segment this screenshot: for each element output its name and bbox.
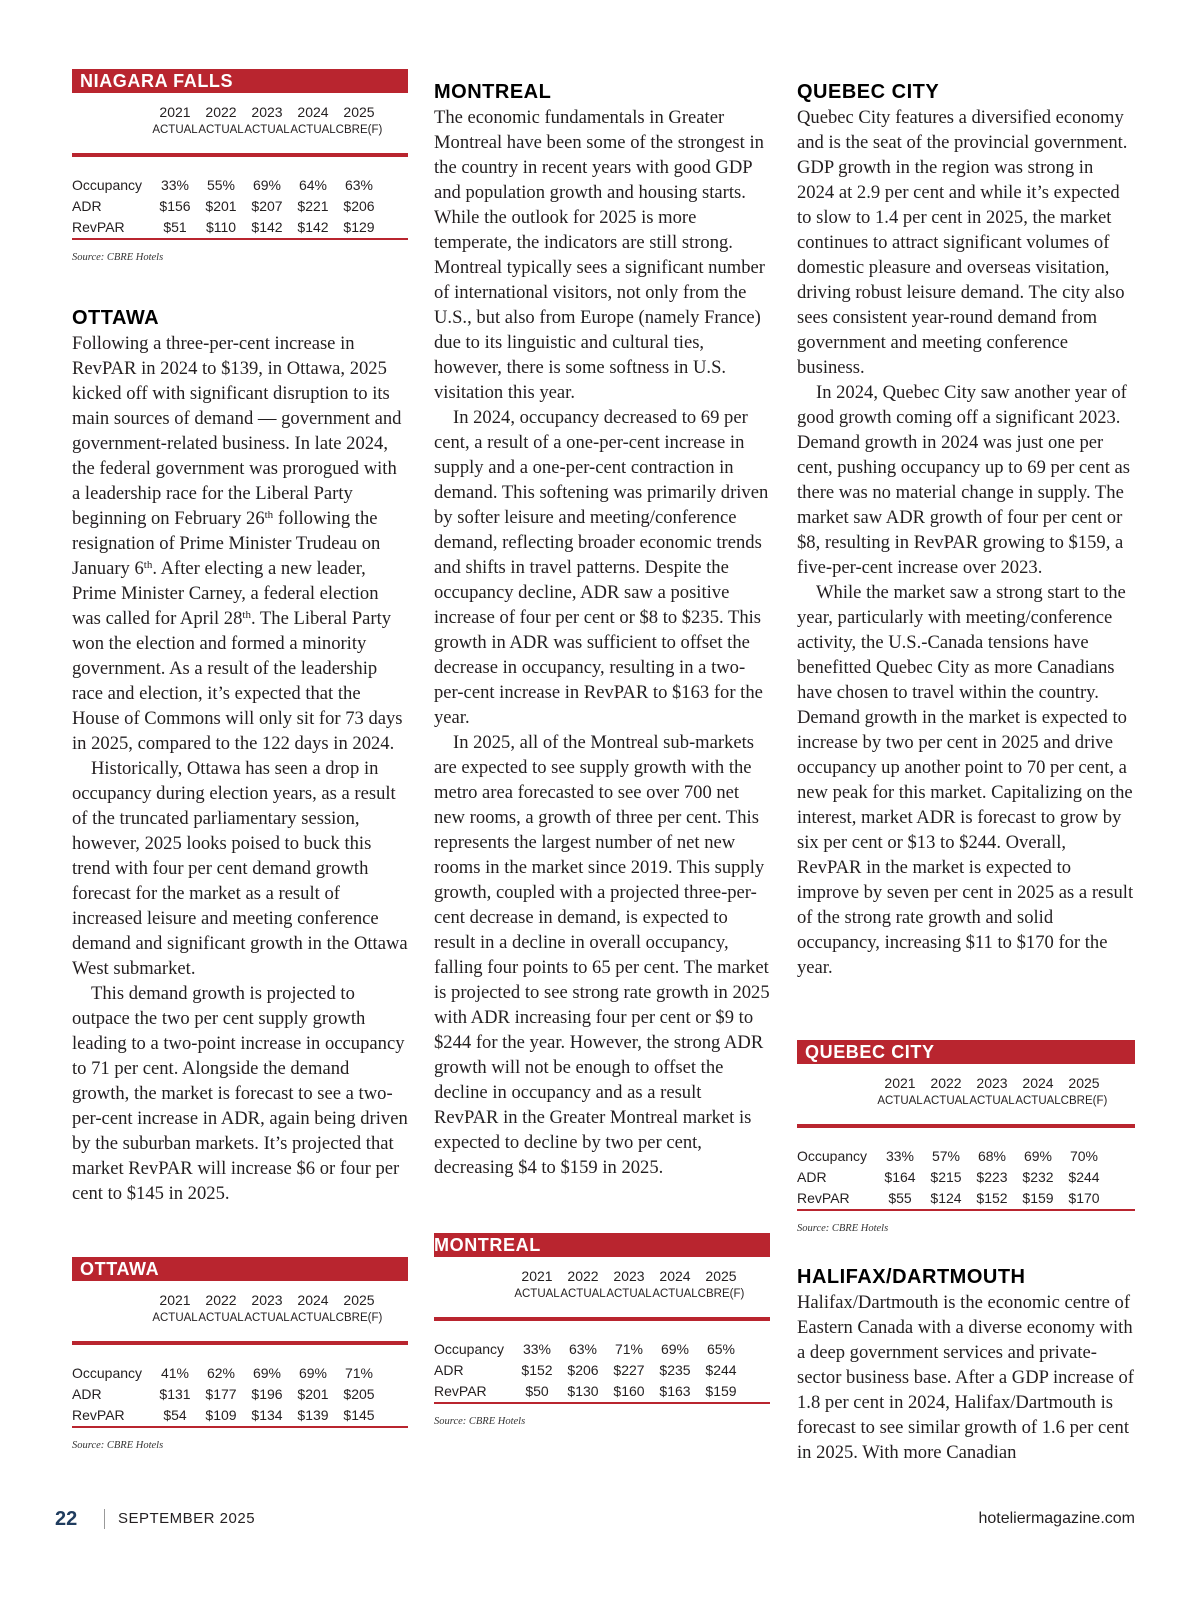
- issue-date: SEPTEMBER 2025: [118, 1510, 256, 1527]
- column-header: 2021 ACTUAL: [152, 1292, 198, 1324]
- page-footer: [55, 1505, 1135, 1535]
- column-header: 2023 ACTUAL: [244, 104, 290, 136]
- montreal-table: [434, 1233, 770, 1427]
- table-column-headers: [72, 1281, 408, 1341]
- column-header: 2024 ACTUAL: [290, 1292, 336, 1324]
- table-row: RevPAR $55 $124 $152 $159 $170: [797, 1190, 1100, 1206]
- table-source: Source: CBRE Hotels: [72, 252, 164, 263]
- table-row: ADR $152 $206 $227 $235 $244: [434, 1362, 737, 1378]
- table-column-headers: [797, 1064, 1135, 1124]
- paragraph: In 2025, all of the Montreal sub-markets are expected to see supply growth with the metro area forecasted to see over 700 net new rooms, a growth of three per cent. This represents the largest number of net new rooms in the market since 2019. This supply growth, coupled with a projected three-per-cent decrease in demand, is expected to result in a decline in overall occupancy, falling four points to 65 per cent. The market is projected to see strong rate growth in 2025 with ADR increasing four per cent or $9 to $244 for the year. However, the strong ADR growth will not be enough to offset the decline in occupancy and as a result RevPAR in the Greater Montreal market is expected to decline by two per cent, decreasing $4 to $159 in 2025.: [434, 732, 770, 1178]
- table-title: OTTAWA: [72, 1257, 408, 1281]
- table-row: ADR $131 $177 $196 $201 $205: [72, 1386, 375, 1402]
- column-header: 2023 ACTUAL: [244, 1292, 290, 1324]
- table-source: Source: CBRE Hotels: [72, 1440, 164, 1451]
- paragraph: Following a three-per-cent increase in RevPAR in 2024 to $139, in Ottawa, 2025 kicked off with significant disruption to its main sources of demand — government and government-related business. In late 2024, the federal government was prorogued with a leadership race for the Liberal Party beginning on February 26th following the resignation of Prime Minister Trudeau on January 6th. After electing a new leader, Prime Minister Carney, a federal election was called for April 28th. The Liberal Party won the election and formed a minority government. As a result of the leadership race and election, it’s expected that the House of Commons will only sit for 73 days in 2025, compared to the 122 days in 2024.: [72, 333, 403, 754]
- column-header: 2022 ACTUAL: [923, 1075, 969, 1107]
- paragraph: This demand growth is projected to outpace the two per cent supply growth leading to a two-point increase in occupancy to 71 per cent. Alongside the demand growth, the market is forecast to see a two-per-cent increase in ADR, again being driven by the suburban markets. It’s projected that market RevPAR will increase $6 or four per cent to $145 in 2025.: [72, 983, 408, 1204]
- table-body: [72, 157, 408, 257]
- table-body: [797, 1128, 1135, 1228]
- column-header: 2024 ACTUAL: [652, 1268, 698, 1300]
- paragraph: Quebec City features a diversified economy and is the seat of the provincial government. GDP growth in the region was strong in 2024 at 2.9 per cent and while it’s expected to slow to 1.4 per cent in 2025, the market continues to attract significant volumes of domestic pleasure and overseas visitation, driving robust leisure demand. The city also sees consistent year-round demand from government and meeting conference business.: [797, 107, 1128, 378]
- table-row: RevPAR $50 $130 $160 $163 $159: [434, 1383, 737, 1399]
- column-header: 2021 ACTUAL: [877, 1075, 923, 1107]
- column-header: 2022 ACTUAL: [198, 1292, 244, 1324]
- table-title: QUEBEC CITY: [797, 1040, 1135, 1064]
- column-header: 2022 ACTUAL: [198, 104, 244, 136]
- table-body: [72, 1345, 408, 1445]
- table-row: RevPAR $51 $110 $142 $142 $129: [72, 219, 375, 235]
- column-header: 2025 CBRE(F): [1060, 1075, 1108, 1107]
- column-header: 2025 CBRE(F): [335, 1292, 383, 1324]
- page-number: 22: [55, 1508, 78, 1530]
- niagara-falls-table: [72, 69, 408, 263]
- paragraph: While the market saw a strong start to the year, particularly with meeting/conference activity, the U.S.-Canada tensions have benefitted Quebec City as more Canadians have chosen to travel within the country. Demand growth in the market is expected to increase by two per cent in 2025 and drive occupancy up another point to 70 per cent, a new peak for this market. Capitalizing on the interest, market ADR is forecast to grow by six per cent or $13 to $244. Overall, RevPAR in the market is expected to improve by seven per cent in 2025 as a result of the strong rate growth and solid occupancy, increasing $11 to $170 for the year.: [797, 582, 1134, 978]
- table-body: [434, 1321, 770, 1421]
- paragraph: In 2024, Quebec City saw another year of good growth coming off a significant 2023. Demand growth in 2024 was just one per cent, pushing occupancy up to 69 per cent as there was no material change in supply. The market saw ADR growth of four per cent or $8, resulting in RevPAR growing to $159, a five-per-cent increase over 2023.: [797, 382, 1131, 578]
- table-row: RevPAR $54 $109 $134 $139 $145: [72, 1407, 375, 1423]
- paragraph: The economic fundamentals in Greater Montreal have been some of the strongest in the country in recent years with good GDP and population growth and housing starts. While the outlook for 2025 is more temperate, the indicators are still strong. Montreal typically sees a significant number of international visitors, not only from the U.S., but also from Europe (namely France) due to its linguistic and cultural ties, however, there is some softness in U.S. visitation this year.: [434, 107, 765, 403]
- section-heading-montreal: MONTREAL: [434, 81, 552, 103]
- column-header: 2025 CBRE(F): [697, 1268, 745, 1300]
- quebec-city-article-text: [797, 105, 1135, 980]
- column-header: 2024 ACTUAL: [1015, 1075, 1061, 1107]
- table-row: ADR $164 $215 $223 $232 $244: [797, 1169, 1100, 1185]
- montreal-article-text: [434, 105, 770, 1180]
- halifax-article-text: [797, 1290, 1135, 1465]
- column-header: 2023 ACTUAL: [969, 1075, 1015, 1107]
- column-header: 2022 ACTUAL: [560, 1268, 606, 1300]
- ottawa-table: [72, 1257, 408, 1451]
- table-row: Occupancy 33% 63% 71% 69% 65%: [434, 1341, 736, 1357]
- website-link[interactable]: hoteliermagazine.com: [978, 1510, 1135, 1527]
- table-column-headers: [434, 1257, 770, 1317]
- table-column-headers: [72, 93, 408, 153]
- section-heading-quebec-city: QUEBEC CITY: [797, 81, 940, 103]
- table-row: Occupancy 41% 62% 69% 69% 71%: [72, 1365, 374, 1381]
- column-header: 2024 ACTUAL: [290, 104, 336, 136]
- column-header: 2023 ACTUAL: [606, 1268, 652, 1300]
- section-heading-halifax-dartmouth: HALIFAX/DARTMOUTH: [797, 1266, 1026, 1288]
- table-row: Occupancy 33% 55% 69% 64% 63%: [72, 177, 374, 193]
- table-title: NIAGARA FALLS: [72, 69, 408, 93]
- paragraph: Halifax/Dartmouth is the economic centre of Eastern Canada with a diverse economy with a deep government services and private-sector business base. After a GDP increase of 1.8 per cent in 2024, Halifax/Dartmouth is forecast to see similar growth of 1.6 per cent in 2025. With more Canadian: [797, 1292, 1134, 1463]
- quebec-city-table: [797, 1040, 1135, 1234]
- table-title: MONTREAL: [434, 1233, 770, 1257]
- ottawa-article-text: [72, 331, 408, 1206]
- footer-divider: [104, 1509, 105, 1529]
- column-header: 2021 ACTUAL: [152, 104, 198, 136]
- table-source: Source: CBRE Hotels: [797, 1223, 889, 1234]
- paragraph: In 2024, occupancy decreased to 69 per cent, a result of a one-per-cent increase in supply and a one-per-cent contraction in demand. This softening was primarily driven by softer leisure and meeting/conference demand, reflecting broader economic trends and shifts in travel patterns. Despite the occupancy decline, ADR saw a positive increase of four per cent or $8 to $235. This growth in ADR was sufficient to offset the decrease in occupancy, resulting in a two-per-cent increase in RevPAR to $163 for the year.: [434, 407, 769, 728]
- section-heading-ottawa: OTTAWA: [72, 307, 160, 329]
- paragraph: Historically, Ottawa has seen a drop in occupancy during election years, as a result of the truncated parliamentary session, however, 2025 looks poised to buck this trend with four per cent demand growth forecast for the market as a result of increased leisure and meeting conference demand and significant growth in the Ottawa West submarket.: [72, 758, 408, 979]
- table-row: ADR $156 $201 $207 $221 $206: [72, 198, 375, 214]
- table-row: Occupancy 33% 57% 68% 69% 70%: [797, 1148, 1099, 1164]
- column-header: 2021 ACTUAL: [514, 1268, 560, 1300]
- table-source: Source: CBRE Hotels: [434, 1416, 526, 1427]
- column-header: 2025 CBRE(F): [335, 104, 383, 136]
